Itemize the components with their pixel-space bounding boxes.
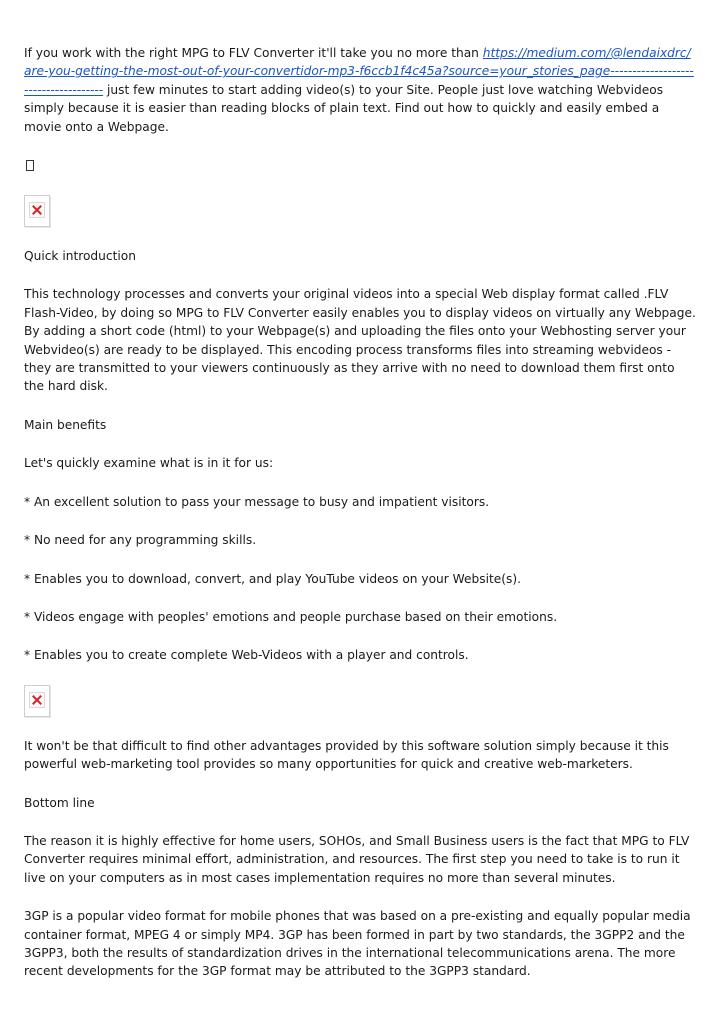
- examine-paragraph: Let's quickly examine what is in it for us:: [24, 456, 274, 471]
- missing-glyph-icon: [26, 160, 34, 171]
- intro-text-before: If you work with the right MPG to FLV Converter it'll take you no more than: [24, 46, 483, 60]
- benefit-item: * Enables you to download, convert, and play YouTube videos on your Website(s).: [24, 571, 521, 586]
- broken-image-icon: [24, 195, 50, 227]
- benefit-item: * An excellent solution to pass your message to busy and impatient visitors.: [24, 494, 490, 509]
- technology-paragraph: This technology processes and converts your original videos into a special Web display format called .FLV Flash-Video, by doing so MPG to FLV Converter easily enables you to display videos on virtually any Webpage. By adding a short code (html) to your Webpage(s) and uploading the files onto your Webhosting server your Webvideo(s) are ready to be displayed. This encoding process transforms files into streaming webvideos - they are transmitted to your viewers continuously as they arrive with no need to download them first onto the hard disk.: [24, 287, 696, 394]
- heading-quick-introduction: Quick introduction: [24, 249, 136, 264]
- intro-paragraph: [24, 44, 696, 136]
- broken-image-icon: [24, 685, 50, 717]
- heading-main-benefits: Main benefits: [24, 417, 107, 432]
- benefit-item: * No need for any programming skills.: [24, 533, 257, 548]
- benefit-item: * Videos engage with peoples' emotions and people purchase based on their emotions.: [24, 609, 558, 624]
- reason-paragraph: The reason it is highly effective for home users, SOHOs, and Small Business users is the fact that MPG to FLV Converter requires minimal effort, administration, and resources. The first step you need to take is to run it live on your computers as in most cases implementation requires no more than several minutes.: [24, 833, 690, 885]
- 3gp-paragraph: 3GP is a popular video format for mobile phones that was based on a pre-existing and equally popular media container format, MPEG 4 or simply MP4. 3GP has been formed in part by two standards, the 3GPP2 and the 3GPP3, both the results of standardization drives in the international telecommunications arena. The more recent developments for the 3GP format may be attributed to the 3GPP3 standard.: [24, 909, 691, 979]
- benefit-item: * Enables you to create complete Web-Videos with a player and controls.: [24, 648, 469, 663]
- advantages-paragraph: It won't be that difficult to find other advantages provided by this software solution simply because it this powerful web-marketing tool provides so many opportunities for quick and creative web-marketers.: [24, 738, 669, 772]
- heading-bottom-line: Bottom line: [24, 795, 95, 810]
- intro-text-after: just few minutes to start adding video(s) to your Site. People just love watching Webvideos simply because it is easier than reading blocks of plain text. Find out how to quickly and easily embed a movie onto a Webpage.: [24, 82, 664, 134]
- medium-article-link[interactable]: https://medium.com/@lendaixdrc/are-you-getting-the-most-out-of-your-convertidor-mp3-f6ccb1f4c45a?source=your_stories_page-------------------------------------: [24, 46, 694, 97]
